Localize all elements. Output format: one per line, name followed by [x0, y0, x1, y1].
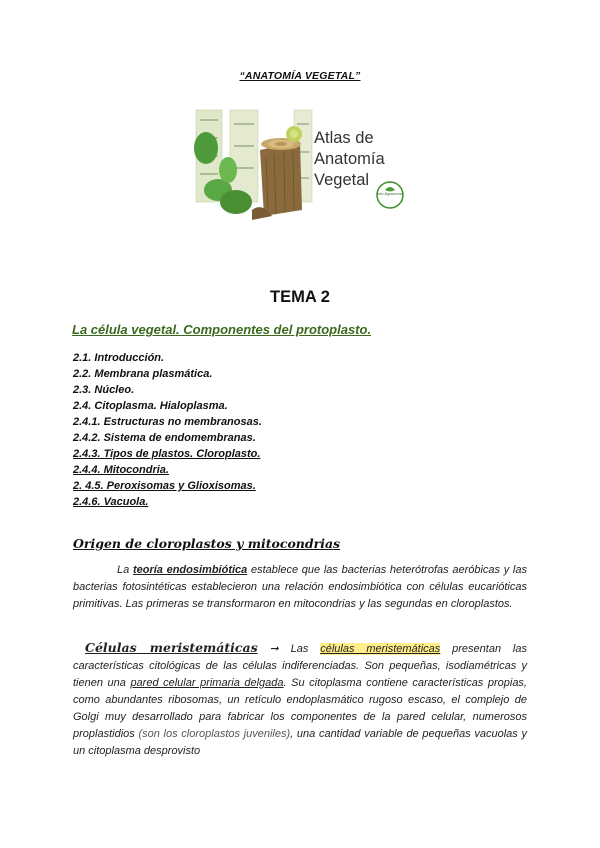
table-of-contents [73, 350, 262, 510]
logo-text: Info Agronomo [376, 191, 404, 196]
toc-item: 2.1. Introducción. [73, 352, 165, 364]
paragraph-meristematic-cells [73, 639, 527, 760]
highlighted-term: células meristemáticas [320, 643, 441, 655]
atlas-title-line: Atlas de [314, 129, 374, 147]
paragraph-endosymbiosis [73, 562, 527, 613]
text: . Su citoplasma contiene características propias, como abundantes ribosomas, un retículo endoplasmático rugoso escaso, el complejo de Golgi muy desarrollado para fabricar los componentes de la pared celular, numerosos proplastidios [73, 677, 527, 740]
parenthetical-note: (son los cloroplastos juveniles) [138, 728, 291, 740]
atlas-title-line: Anatomía [314, 150, 385, 168]
atlas-title-line: Vegetal [314, 171, 370, 189]
toc-item: 2.4.6. Vacuola. [73, 496, 149, 508]
paragraph-lead-term: Células meristemáticas [85, 640, 258, 655]
arrow-icon: ➞ [269, 643, 279, 655]
text: Las [278, 643, 321, 655]
toc-item: 2.4.3. Tipos de plastos. Cloroplasto. [73, 448, 261, 460]
topic-subtitle: La célula vegetal. Componentes del protoplasto. [72, 322, 372, 337]
key-term: teoría endosimbiótica [132, 564, 248, 576]
toc-item: 2.2. Membrana plasmática. [73, 368, 213, 380]
document-header: “ANATOMÍA VEGETAL” [239, 70, 361, 82]
toc-item: 2.4.2. Sistema de endomembranas. [73, 432, 256, 444]
topic-heading: TEMA 2 [270, 288, 330, 306]
text: , una cantidad variable de pequeñas vacuolas y un citoplasma desprovisto [73, 728, 527, 757]
atlas-cover-image [190, 98, 410, 225]
toc-item: 2.4. Citoplasma. Hialoplasma. [73, 400, 228, 412]
section-title: Origen de cloroplastos y mitocondrias [73, 536, 341, 551]
toc-item: 2.3. Núcleo. [73, 384, 135, 396]
text: La [117, 564, 133, 576]
toc-item: 2.4.1. Estructuras no membranosas. [73, 416, 262, 428]
text: establece que las bacterias heterótrofas aeróbicas y las bacterias fotosintéticas establecieron una relación endosimbiótica con células eucarióticas primitivas. Las primeras se transformaron en mitocondrias y las segundas en cloroplastos. [73, 564, 527, 610]
underlined-term: pared celular primaria delgada [130, 677, 284, 689]
infoagronomo-logo [376, 181, 404, 209]
toc-item: 2.4.4. Mitocondria. [73, 464, 169, 476]
toc-item: 2. 4.5. Peroxisomas y Glioxisomas. [73, 480, 256, 492]
text: presentan las características citológicas de las células indiferenciadas. Son pequeñas, isodiamétricas y tienen una [73, 643, 527, 689]
